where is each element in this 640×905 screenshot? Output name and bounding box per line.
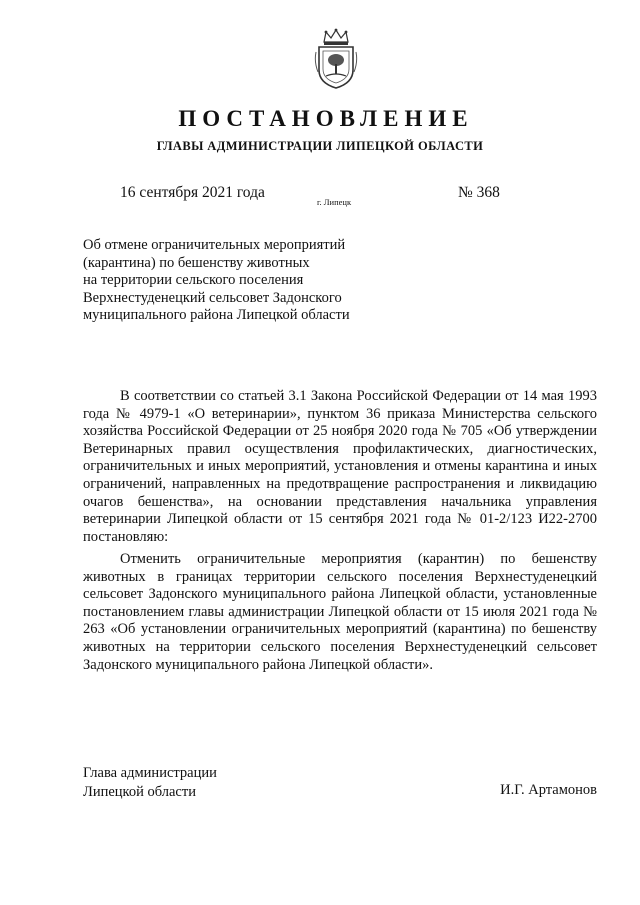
signer-name: И.Г. Артамонов (500, 782, 597, 798)
subject-line: муниципального района Липецкой области (83, 307, 350, 323)
subject-line: (карантина) по бешенству животных (83, 254, 310, 271)
document-number: № 368 (458, 184, 500, 201)
body-paragraph-resolution: Отменить ограничительные мероприятия (карантин) по бешенству животных в границах территории сельского поселения Верхнестуденецкий сельсовет Задонского муниципального района Липецкой области, установленные постановлением главы администрации Липецкой области от 15 июля 2021 года № 263 «Об установлении ограничительных мероприятий (карантина) по бешенству животных на территории сельского поселения Верхнестуденецкий сельсовет Задонского муниципального района Липецкой области». (83, 551, 597, 673)
document-subject (83, 237, 383, 325)
document-subtitle: ГЛАВЫ АДМИНИСТРАЦИИ ЛИПЕЦКОЙ ОБЛАСТИ (156, 139, 484, 153)
subject-line: на территории сельского поселения (83, 272, 304, 288)
subject-line: Об отмене ограничительных мероприятий (83, 237, 346, 253)
document-place: г. Липецк (317, 197, 352, 207)
subject-line: Верхнестуденецкий сельсовет Задонского (83, 289, 342, 306)
document-title: ПОСТАНОВЛЕНИЕ (178, 106, 474, 131)
signer-position-line: Глава администрации (83, 765, 217, 781)
body-paragraph-basis: В соответствии со статьей 3.1 Закона Российской Федерации от 14 мая 1993 года № 4979-1 «О ветеринарии», пунктом 36 приказа Министерства сельского хозяйства Российской Федерации от 25 ноября 2020 года № 705 «Об утверждении Ветеринарных правил осуществления профилактических, диагностических, ограничительных и иных мероприятий, установления и отмены карантина и иных ограничений, направленных на предотвращение распространения и ликвидацию очагов бешенства», на основании представления начальника управления ветеринарии Липецкой области от 15 сентября 2021 года № 01-2/123 И22-2700 постановляю: (83, 388, 597, 545)
document-date: 16 сентября 2021 года (120, 184, 265, 201)
signer-position-line: Липецкой области (83, 783, 196, 800)
signer-position (83, 764, 217, 801)
coat-of-arms-icon (314, 28, 358, 90)
